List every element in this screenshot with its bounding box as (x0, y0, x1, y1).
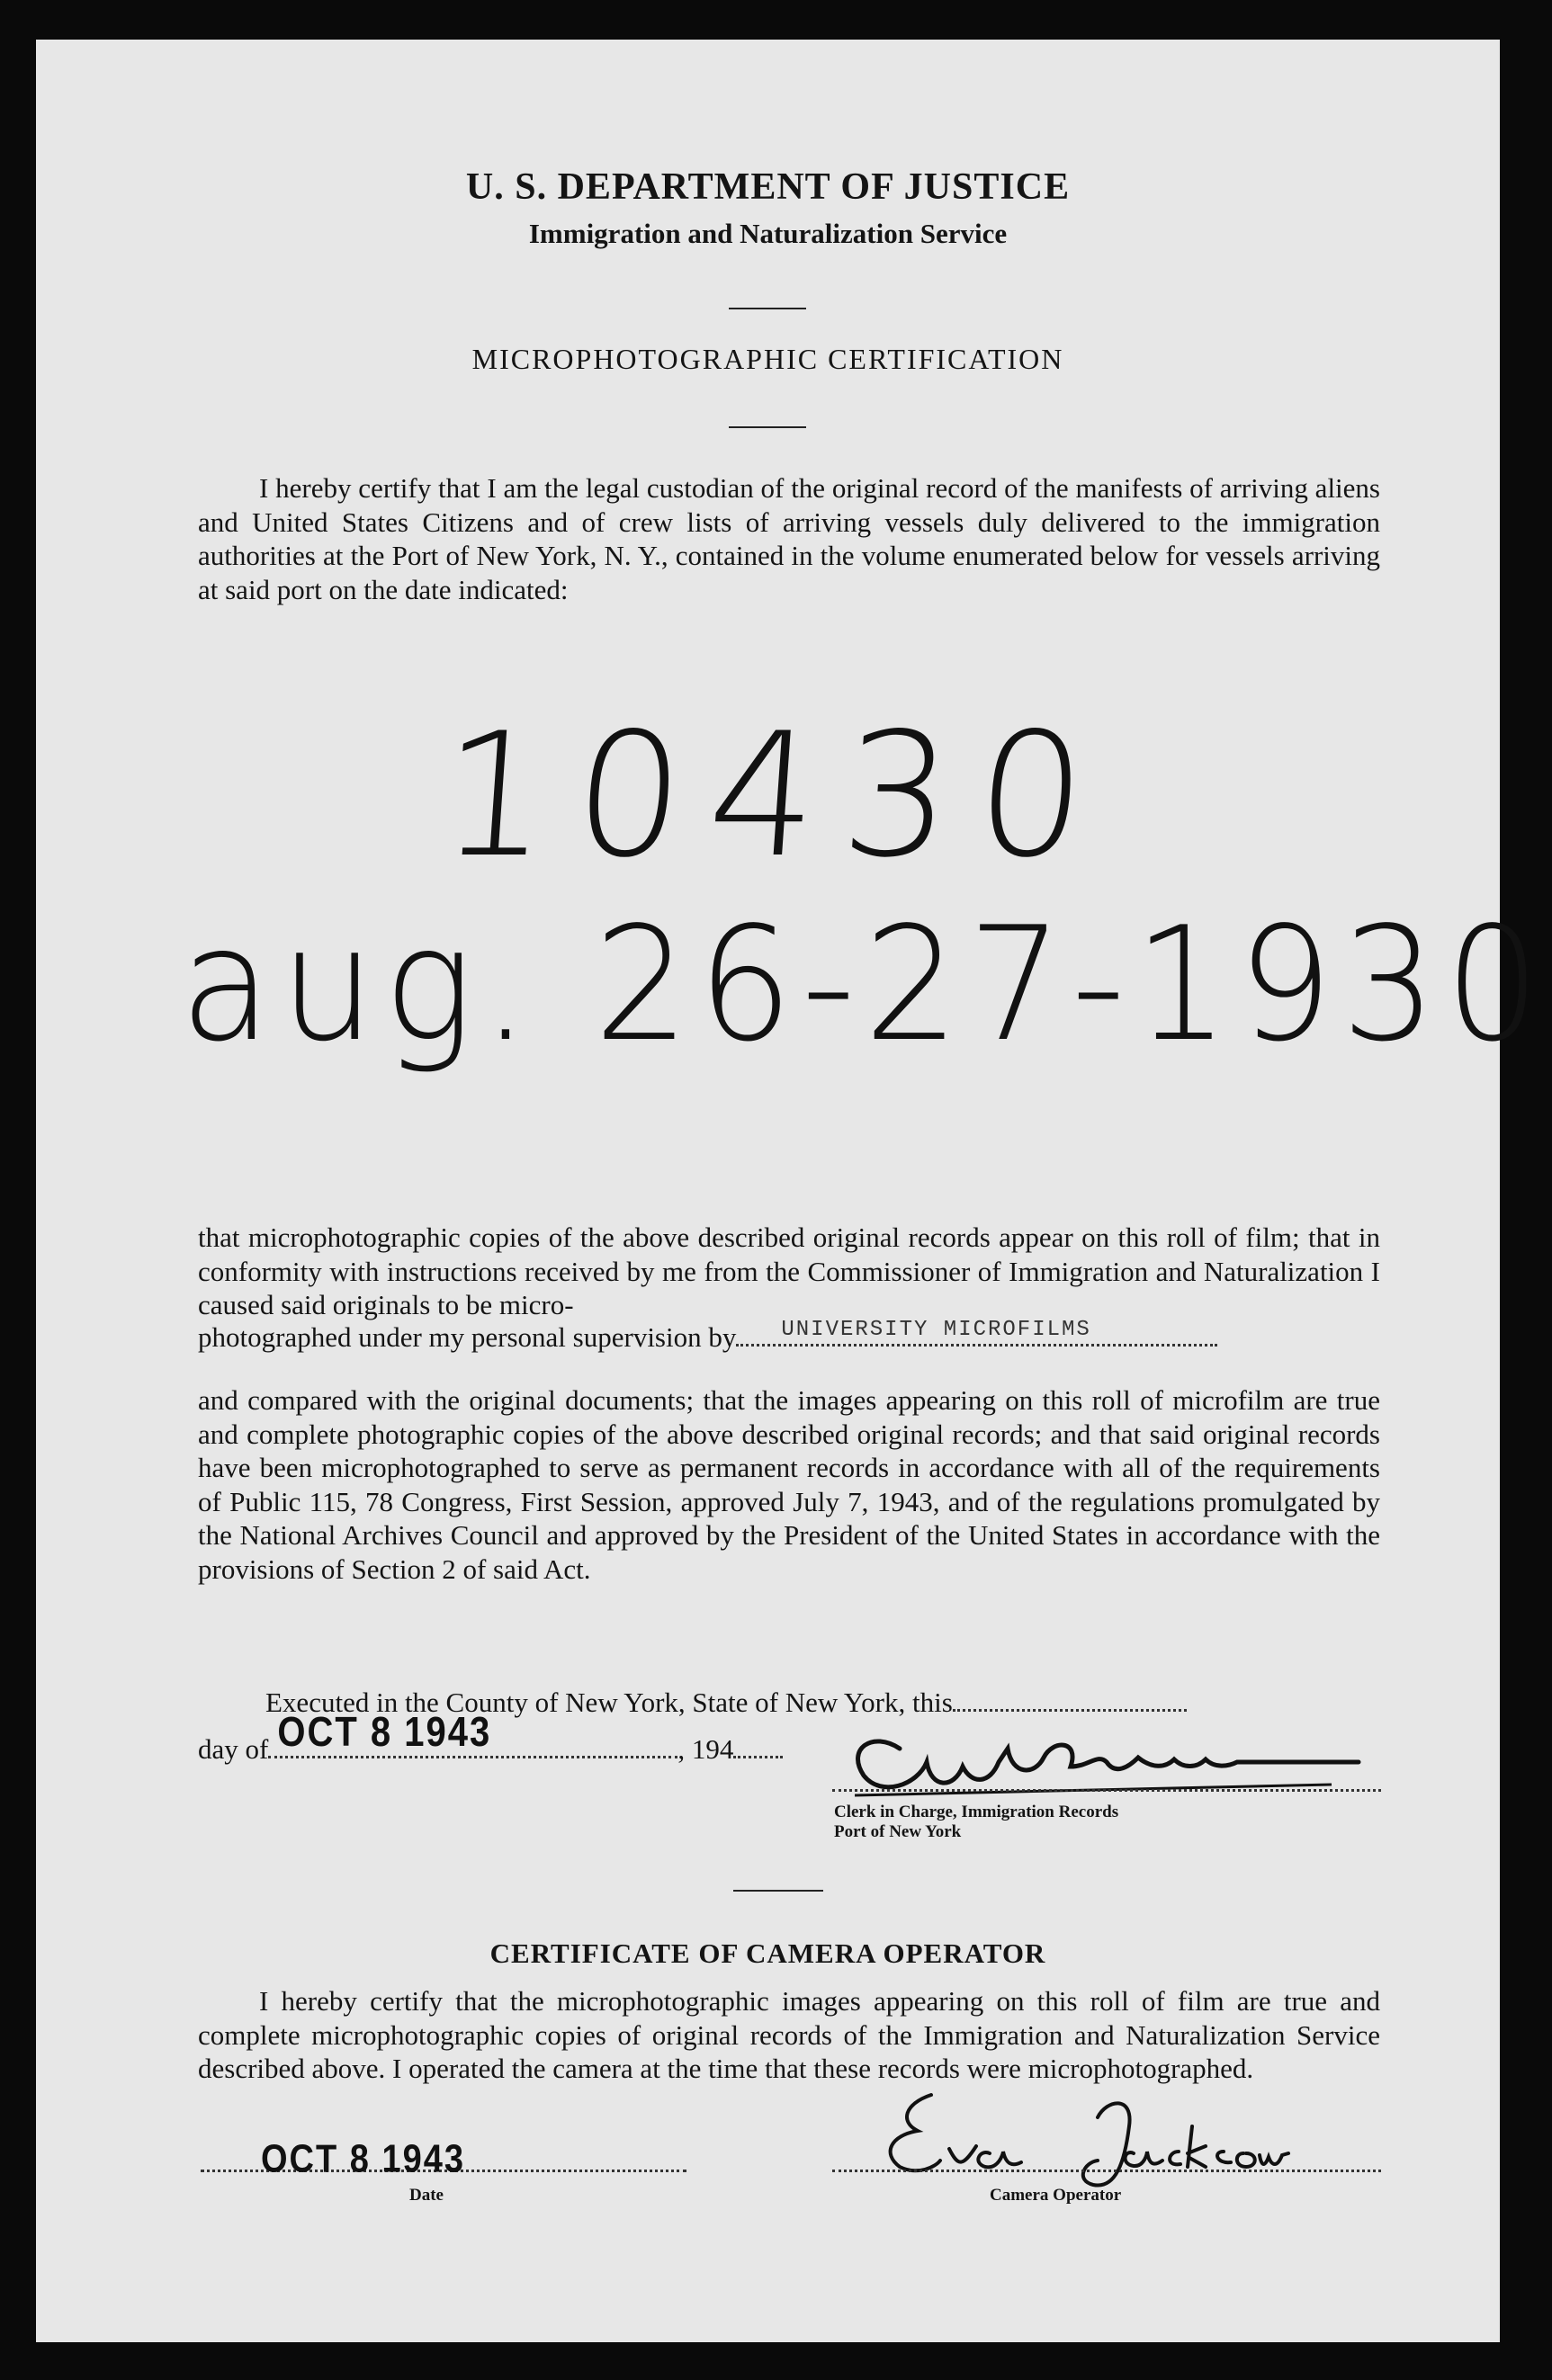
camera-operator-signature-line (832, 2170, 1381, 2172)
executed-line: Executed in the County of New York, State of New York, this (265, 1686, 1381, 1720)
intro-paragraph: I hereby certify that I am the legal custodian of the original record of the manifests of arriving aliens and United States Citizens and of crew lists of arriving vessels duly delivered to the immigration authorities at the Port of New York, N. Y., contained in the volume enumerated below for vessels arriving at said port on the date indicated: (198, 472, 1380, 605)
clerk-signature-line (832, 1789, 1381, 1792)
camera-operator-label: Camera Operator (990, 2186, 1122, 2205)
department-heading: U. S. DEPARTMENT OF JUSTICE (465, 166, 1071, 208)
microfilm-company-field (736, 1318, 1217, 1347)
clerk-port: Port of New York (834, 1822, 962, 1841)
camera-operator-signature (828, 2081, 1296, 2198)
camera-certificate-paragraph: I hereby certify that the microphotographic images appearing on this roll of film are true and complete microphotographic copies of original records of the Immigration and Naturalization Service described above. I operated the camera at the time that these records were microphotographed. (198, 1985, 1380, 2084)
supervision-line: photographed under my personal supervision by UNIVERSITY MICROFILMS (198, 1320, 1380, 1355)
certificate-page (36, 40, 1549, 2342)
certification-title: MICROPHOTOGRAPHIC CERTIFICATION (471, 343, 1064, 375)
camera-certificate-title: CERTIFICATE OF CAMERA OPERATOR (489, 1937, 1046, 1969)
certification-paragraph-2: and compared with the original documents; that the images appearing on this roll of microfilm are true and complete photographic copies of the above described original records; and that said original records have been microphotographed to serve as permanent records in accordance with all of the requirements of Public 115, 78 Congress, First Session, approved July 7, 1943, and of the regulations promulgated by the National Archives Council and approved by the President of the United States in accordance with the provisions of Section 2 of said Act. (198, 1384, 1380, 1585)
divider (729, 426, 806, 428)
handwritten-volume-number: 10430 (434, 696, 1118, 895)
execution-date-stamp: OCT 8 1943 (277, 1709, 492, 1756)
certification-paragraph-1: that microphotographic copies of the above described original records appear on this roll of film; that in conformity with instructions received by me from the Commissioner of Immigration and Naturalization I caused said originals to be micro- (198, 1221, 1380, 1320)
microfilm-company: UNIVERSITY MICROFILMS (781, 1318, 1091, 1342)
clerk-title: Clerk in Charge, Immigration Records (834, 1803, 1119, 1821)
camera-date-stamp: OCT 8 1943 (261, 2137, 465, 2182)
camera-date-label: Date (409, 2186, 444, 2205)
service-subheading: Immigration and Naturalization Service (528, 218, 1008, 249)
day-of-line: day of OCT 8 1943 , 194 (198, 1732, 1380, 1767)
divider (733, 1890, 823, 1892)
clerk-signature (828, 1713, 1368, 1812)
handwritten-dates: aug. 26-27-1930 (180, 894, 1549, 1077)
divider (729, 308, 806, 309)
